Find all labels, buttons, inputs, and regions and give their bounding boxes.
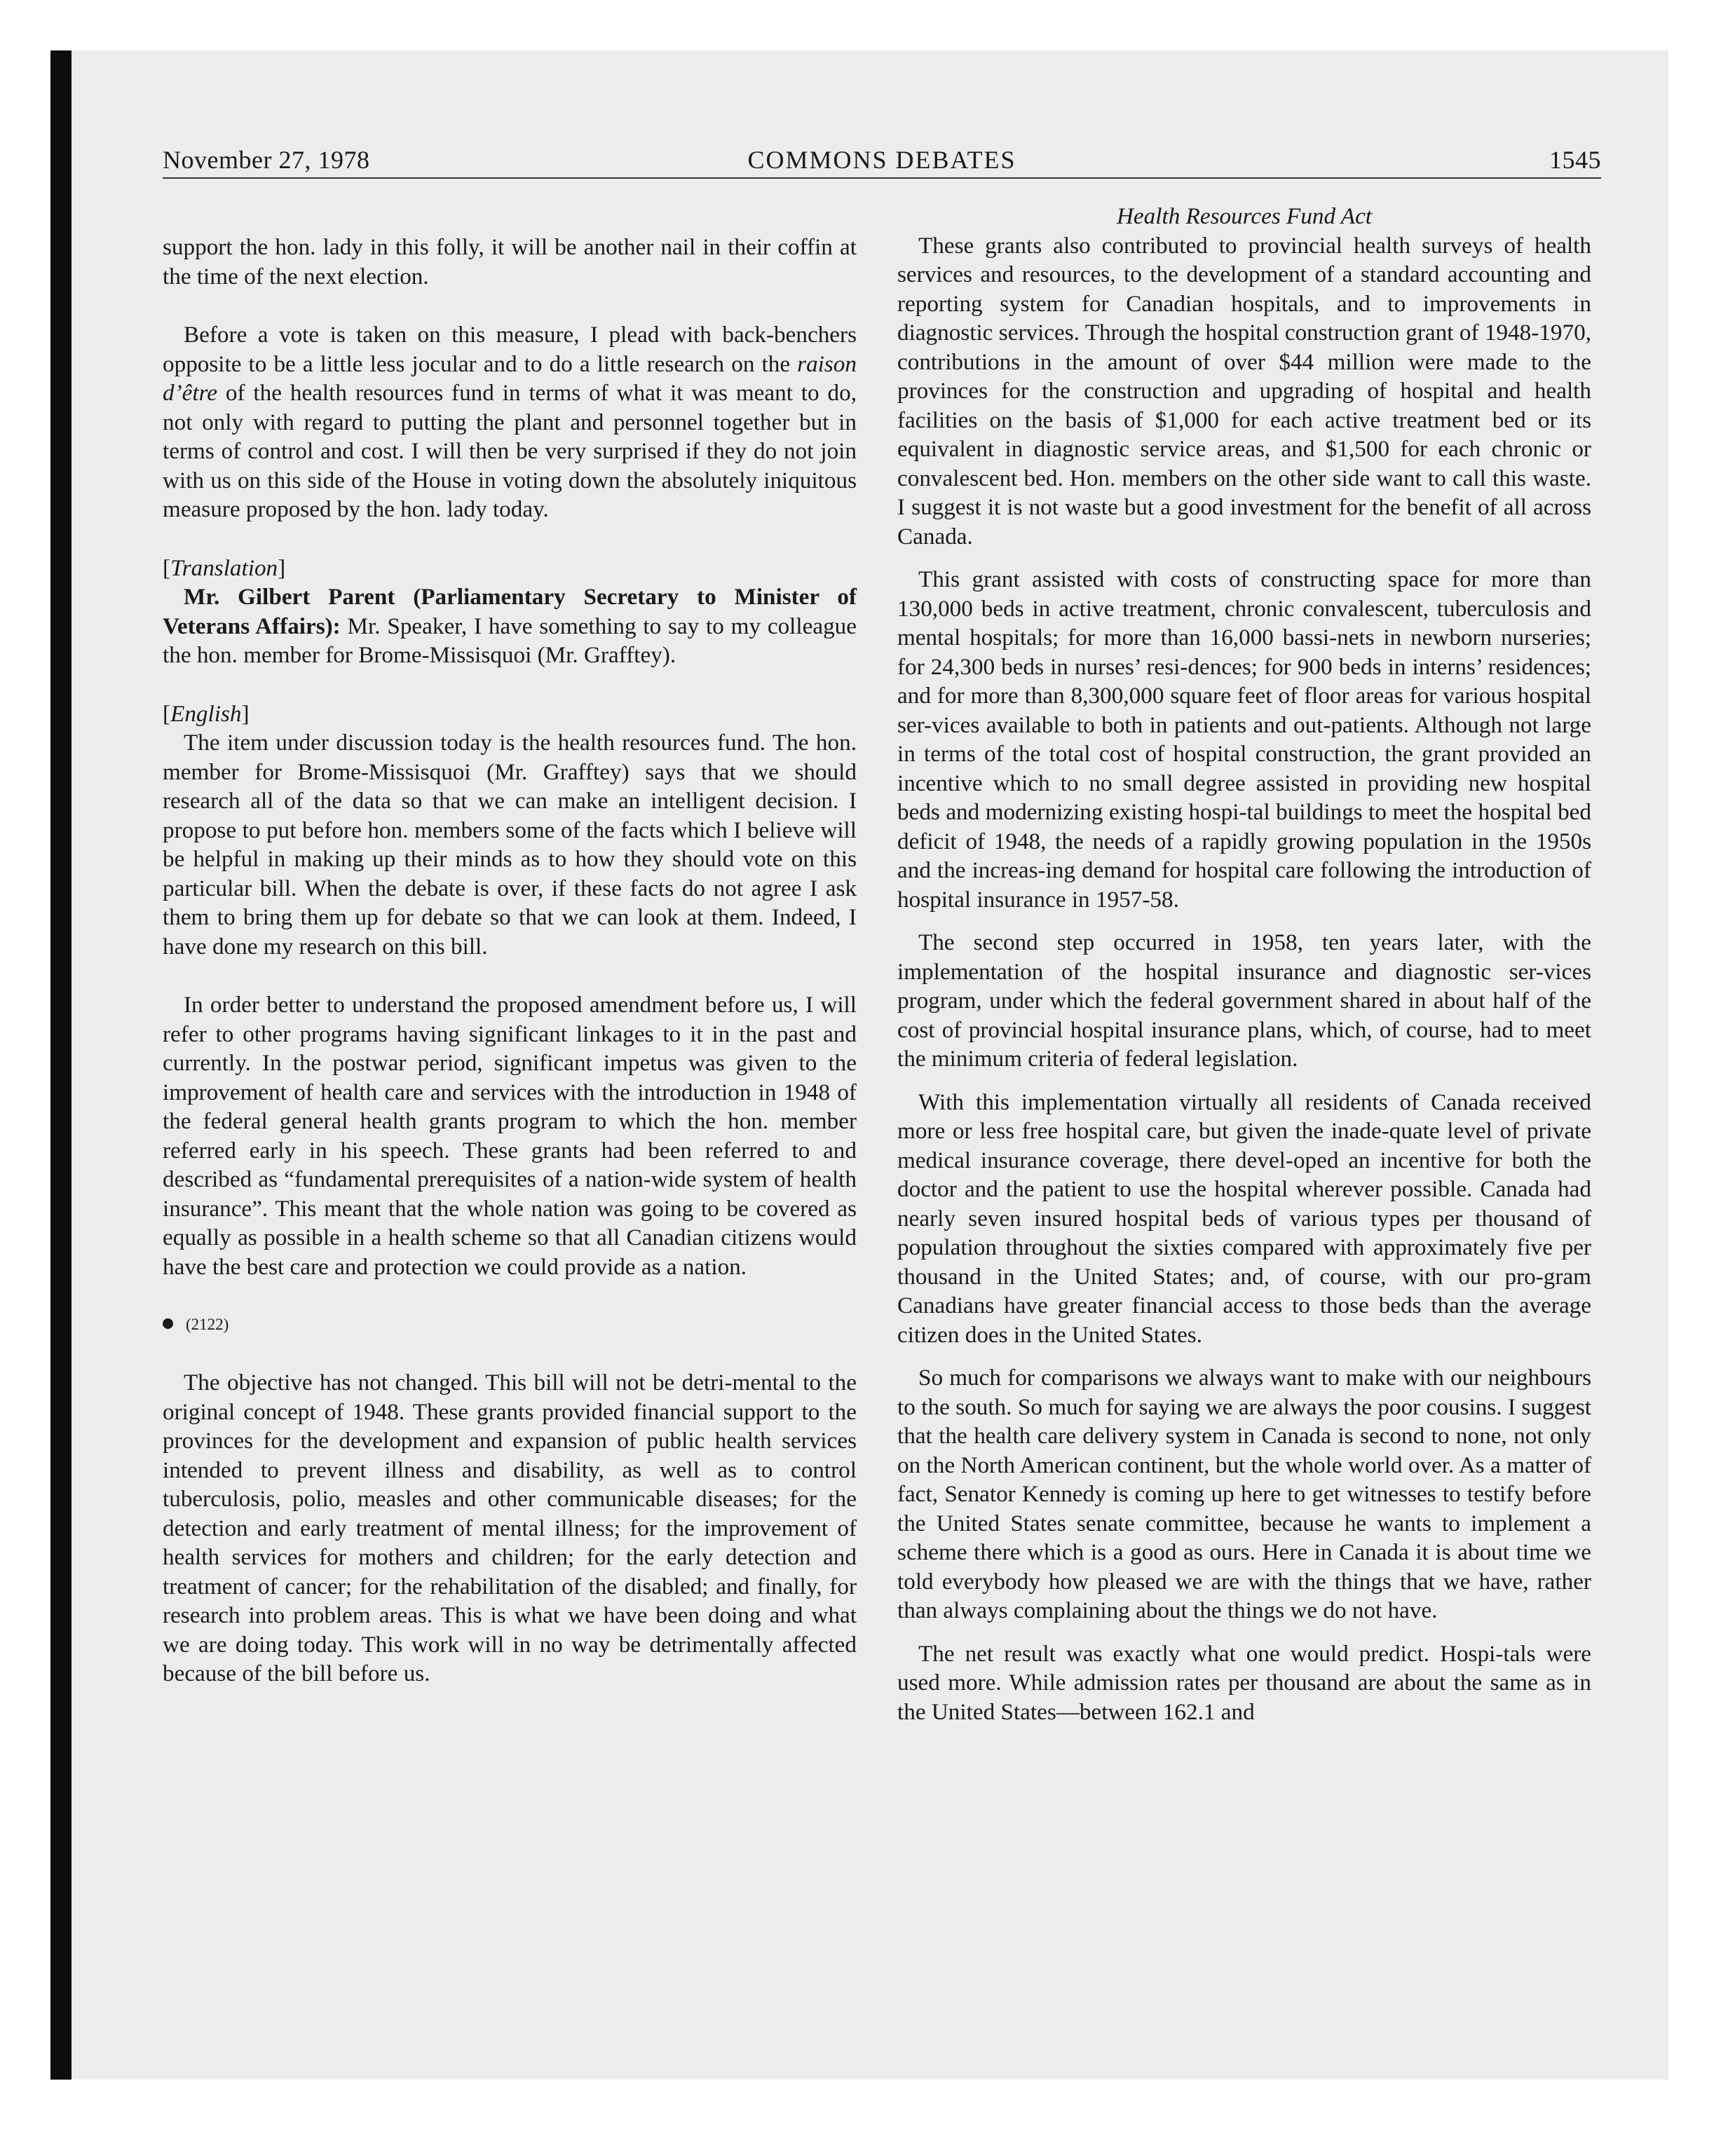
translation-tag: [Translation] bbox=[163, 554, 286, 581]
time-marker bbox=[163, 1311, 857, 1339]
paragraph: This grant assisted with costs of constructing space for more than 130,000 beds in active treatment, chronic convalescent, tuberculosis and mental hospitals; for more than 16,000 bassi-nets in newborn nurseries; for 24,300 beds in nurses’ resi-dences; for 900 beds in interns’ residences; and for more than 8,300,000 square feet of floor areas for various hospital ser-vices available to both in patients and out-patients. Although not large in terms of the total cost of hospital construction, the grant provided an incentive which to no small degree assisted in providing new hospital beds and modernizing existing hospi-tal buildings to meet the hospital bed deficit of 1948, the needs of a rapidly growing population in the 1950s and the increas-ing demand for hospital care following the introduction of hospital insurance in 1957-58. bbox=[897, 566, 1591, 913]
paragraph-text: Before a vote is taken on this measure, I plead with back-benchers opposite to be a little less jocular and to do a little research on the bbox=[163, 322, 857, 377]
paragraph: The objective has not changed. This bill will not be detri-mental to the original concept of 1948. These grants provided financial support to the provinces for the development and expansion of public health services intended to prevent illness and disability, as well as to control tuberculosis, polio, measles and other communicable diseases; for the detection and early treatment of mental illness; for the improvement of health services for mothers and children; for the early detection and treatment of cancer; for the rehabilitation of the disabled; and finally, for research into problem areas. This is what we have been doing and what we are doing today. This work will in no way be detrimentally affected because of the bill before us. bbox=[163, 1370, 857, 1686]
paragraph: support the hon. lady in this folly, it will be another nail in their coffin at the time of the next election. bbox=[163, 234, 857, 289]
header-page-number: 1545 bbox=[1549, 146, 1601, 174]
scan-edge-bar bbox=[50, 50, 72, 2080]
header-date: November 27, 1978 bbox=[163, 146, 370, 174]
paragraph-text: Mr. Speaker, I have something to say to my colleague the hon. member for Brome-Missisquoi (Mr. Grafftey). bbox=[163, 613, 857, 668]
paragraph: With this implementation virtually all residents of Canada received more or less free hospital care, but given the inade-quate level of private medical insurance coverage, there devel-oped an incentive for both the doctor and the patient to use the hospital wherever possible. Canada had nearly seven insured hospital beds of various types per thousand of population throughout the sixties compared with approximately five per thousand in the United States; and, of course, with our pro-gram Canadians have greater financial access to those beds than the average citizen does in the United States. bbox=[897, 1089, 1591, 1348]
section-subheading: Health Resources Fund Act bbox=[1116, 203, 1373, 229]
right-column bbox=[897, 202, 1591, 1726]
paragraph-text: of the health resources fund in terms of what it was meant to do, not only with regard to putting the plant and personnel together but in terms of control and cost. I will then be very surprised if they do not join with us on this side of the House in voting down the absolutely iniquitous measure proposed by the hon. lady today. bbox=[163, 380, 857, 522]
italic-phrase: raison d’être bbox=[163, 350, 857, 406]
speaker-paragraph bbox=[163, 582, 857, 670]
translation-tag-label: Translation bbox=[170, 554, 278, 581]
header-title: COMMONS DEBATES bbox=[747, 146, 1016, 174]
paragraph bbox=[163, 320, 857, 524]
paragraph: So much for comparisons we always want to make with our neighbours to the south. So much for saying we are always the poor cousins. I suggest that the health care delivery system in Canada is second to none, not only on the North American continent, but the whole world over. As a matter of fact, Senator Kennedy is coming up here to get witnesses to testify before the United States senate committee, because he wants to implement a scheme there which is a good as ours. Here in Canada it is about time we told everybody how pleased we are with the things that we have, rather than always complaining about the things we do not have. bbox=[897, 1365, 1591, 1623]
paragraph: In order better to understand the proposed amendment before us, I will refer to other programs having significant linkages to it in the past and currently. In the postwar period, significant impetus was given to the improvement of health care and services with the introduction in 1948 of the federal general health grants program to which the hon. member referred early in his speech. These grants had been referred to and described as “fundamental prerequisites of a nation-wide system of health insurance”. This meant that the whole nation was going to be covered as equally as possible in a health scheme so that all Canadian citizens would have the best care and protection we could provide as a nation. bbox=[163, 992, 857, 1280]
time-marker-label: (2122) bbox=[186, 1316, 229, 1333]
paragraph: The item under discussion today is the health resources fund. The hon. member for Brome-Missisquoi (Mr. Grafftey) says that we should research all of the data so that we can make an intelligent decision. I propose to put before hon. members some of the facts which I believe will be helpful in making up their minds as to how they should vote on this particular bill. When the debate is over, if these facts do not agree I ask them to bring them up for debate so that we can look at them. Indeed, I have done my research on this bill. bbox=[163, 730, 857, 960]
english-tag-label: English bbox=[170, 700, 242, 727]
english-tag: [English] bbox=[163, 700, 250, 727]
speaker-name: Mr. Gilbert Parent (Parliamentary Secretary to Minister of Veterans Affairs): bbox=[163, 584, 857, 639]
page-header bbox=[163, 144, 1601, 181]
left-column bbox=[163, 233, 857, 1688]
header-rule bbox=[163, 177, 1601, 179]
paragraph: The second step occurred in 1958, ten years later, with the implementation of the hospital insurance and diagnostic ser-vices program, under which the federal government shared in about half of the cost of provincial hospital insurance plans, which, of course, had to meet the minimum criteria of federal legislation. bbox=[897, 929, 1591, 1072]
bullet-dot bbox=[163, 1318, 173, 1329]
paragraph: The net result was exactly what one would predict. Hospi-tals were used more. While admission rates per thousand are about the same as in the United States—between 162.1 and bbox=[897, 1640, 1591, 1725]
paragraph: These grants also contributed to provincial health surveys of health services and resources, to the development of a standard accounting and reporting system for Canadian hospitals, and to improvements in diagnostic services. Through the hospital construction grant of 1948-1970, contributions in the amount of over $44 million were made to the provinces for the construction and upgrading of hospital and health facilities on the basis of $1,000 for each active treatment bed or its equivalent in diagnostic service areas, and $1,500 for each chronic or convalescent bed. Hon. members on the other side want to call this waste. I suggest it is not waste but a good investment for the benefit of all across Canada. bbox=[897, 232, 1591, 550]
